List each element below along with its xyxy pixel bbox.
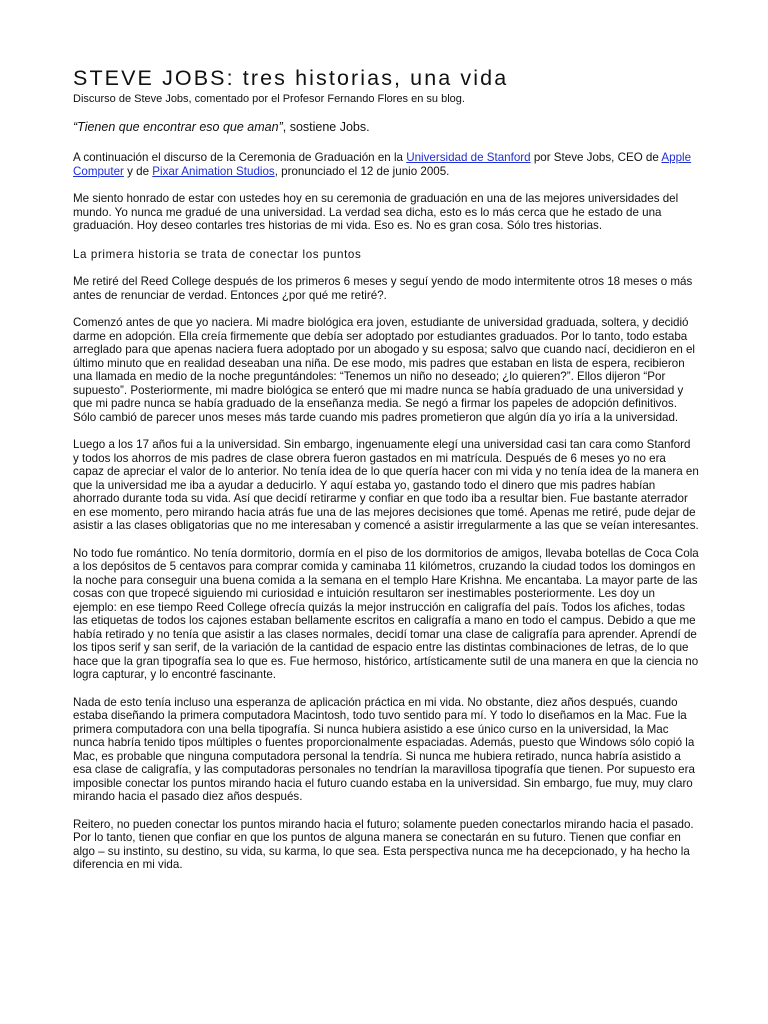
document-title: STEVE JOBS: tres historias, una vida xyxy=(73,66,509,90)
section-heading-first-story: La primera historia se trata de conectar los puntos xyxy=(73,247,362,261)
intro-text-4: , pronunciado el 12 de junio 2005. xyxy=(274,164,450,178)
document-subtitle: Discurso de Steve Jobs, comentado por el Profesor Fernando Flores en su blog. xyxy=(73,93,465,105)
pull-quote-italic: “Tienen que encontrar eso que aman” xyxy=(73,120,283,134)
paragraph-adoption: Comenzó antes de que yo naciera. Mi madre biológica era joven, estudiante de universidad graduada, soltera, y decidió darme en adopción. Ella creía firmemente que debía ser adoptado por estudiantes graduados. Por lo tanto, todo estaba arreglado para que apenas naciera fuera adoptado por un abogado y su esposa; salvo que cuando nací, decidieron en el último minuto que en realidad deseaban una niña. De ese modo, mis padres que estaban en lista de espera, recibieron una llamada en medio de la noche preguntándoles: “Tenemos un niño no deseado; ¿lo quieren?”. Ellos dijeron “Por supuesto”. Posteriormente, mi madre biológica se enteró que mi madre nunca se había graduado de una universidad y que mi padre nunca se había graduado de la enseñanza media. Se negó a firmar los papeles de adopción definitivos. Sólo cambió de parecer unos meses más tarde cuando mis padres prometieron que algún día yo iría a la universidad. xyxy=(73,316,696,424)
intro-text-3: y de xyxy=(123,164,153,178)
intro-text-2: por Steve Jobs, CEO de xyxy=(530,151,662,164)
stanford-link[interactable]: Universidad de Stanford xyxy=(406,151,531,164)
intro-paragraph xyxy=(73,151,699,178)
paragraph-dropped-out: Me retiré del Reed College después de los primeros 6 meses y seguí yendo de modo intermitente otros 18 meses o más antes de renunciar de verdad. Entonces ¿por qué me retiré?. xyxy=(73,275,693,302)
intro-text-1: A continuación el discurso de la Ceremonia de Graduación en la xyxy=(73,151,407,164)
paragraph-college: Luego a los 17 años fui a la universidad. Sin embargo, ingenuamente elegí una universidad casi tan cara como Stanford y todos los ahorros de mis padres de clase obrera fueron gastados en mi matrícula. Después de 6 meses yo no era capaz de apreciar el valor de lo anterior. No tenía idea de lo que quería hacer con mi vida y no tenía idea de la manera en que la universidad me iba a ayudar a deducirlo. Y aquí estaba yo, gastando todo el dinero que mis padres habían ahorrado durante toda su vida. Así que decidí retirarme y confiar en que todo iba a resultar bien. Fue bastante aterrador en ese momento, pero mirando hacia atrás fue una de las mejores decisiones que tomé. Apenas me retiré, pude dejar de asistir a las clases obligatorias que no me interesaban y comencé a asistir irregularmente a las que se veían interesantes. xyxy=(73,438,699,532)
paragraph-honored: Me siento honrado de estar con ustedes hoy en su ceremonia de graduación en una de las mejores universidades del mundo. Yo nunca me gradué de una universidad. La verdad sea dicha, esto es lo más cerca que he estado de una graduación. Hoy deseo contarles tres historias de mi vida. Eso es. No es gran cosa. Sólo tres historias. xyxy=(73,192,679,232)
pixar-link[interactable]: Pixar Animation Studios xyxy=(152,164,275,178)
pull-quote xyxy=(73,120,699,135)
paragraph-connect-dots: Reitero, no pueden conectar los puntos mirando hacia el futuro; solamente pueden conectarlos mirando hacia el pasado. Por lo tanto, tienen que confiar en que los puntos de alguna manera se conectarán en su futuro. Tienen que confiar en algo – su instinto, su destino, su vida, su karma, lo que sea. Esta perspectiva nunca me ha decepcionado, y ha hecho la diferencia en mi vida. xyxy=(73,817,694,871)
apple-computer-link[interactable]: Apple Computer xyxy=(73,151,692,178)
pull-quote-rest: , sostiene Jobs. xyxy=(282,120,370,134)
paragraph-calligraphy: No todo fue romántico. No tenía dormitorio, dormía en el piso de los dormitorios de amigos, llevaba botellas de Coca Cola a los depósitos de 5 centavos para comprar comida y caminaba 11 kilómetros, cruzando la ciudad todos los domingos en la noche para conseguir una buena comida a la semana en el templo Hare Krishna. Me encantaba. La mayor parte de las cosas con que tropecé siguiendo mi curiosidad e intuición resultaron ser inestimables posteriormente. Les doy un ejemplo: en ese tiempo Reed College ofrecía quizás la mejor instrucción en caligrafía del país. Todos los afiches, todas las etiquetas de todos los cajones estaban bellamente escritos en caligrafía a mano en todo el campus. Debido a que me había retirado y no tenía que asistir a las clases normales, decidí tomar una clase de caligrafía para aprender. Aprendí de los tipos serif y san serif, de la variación de la cantidad de espacio entre las distintas combinaciones de letras, de lo que hace que la gran tipografía sea lo que es. Fue hermoso, histórico, artísticamente sutil de una manera en que la ciencia no logra capturar, y lo encontré fascinante. xyxy=(73,546,699,681)
document-page xyxy=(73,64,699,872)
paragraph-macintosh: Nada de esto tenía incluso una esperanza de aplicación práctica en mi vida. No obstante, diez años después, cuando estaba diseñando la primera computadora Macintosh, todo tuvo sentido para mí. Y todo lo diseñamos en la Mac. Fue la primera computadora con una bella tipografía. Si nunca hubiera asistido a ese único curso en la universidad, la Mac nunca habría tenido tipos múltiples o fuentes proporcionalmente espaciadas. Además, puesto que Windows sólo copió la Mac, es probable que ninguna computadora personal la tendría. Si nunca me hubiera retirado, nunca habría asistido a esa clase de caligrafía, y las computadoras personales no tendrían la maravillosa tipografía que tienen. Por supuesto era imposible conectar los puntos mirando hacia el futuro cuando estaba en la universidad. Sin embargo, fue muy, muy claro mirando hacia el pasado diez años después. xyxy=(73,695,695,803)
